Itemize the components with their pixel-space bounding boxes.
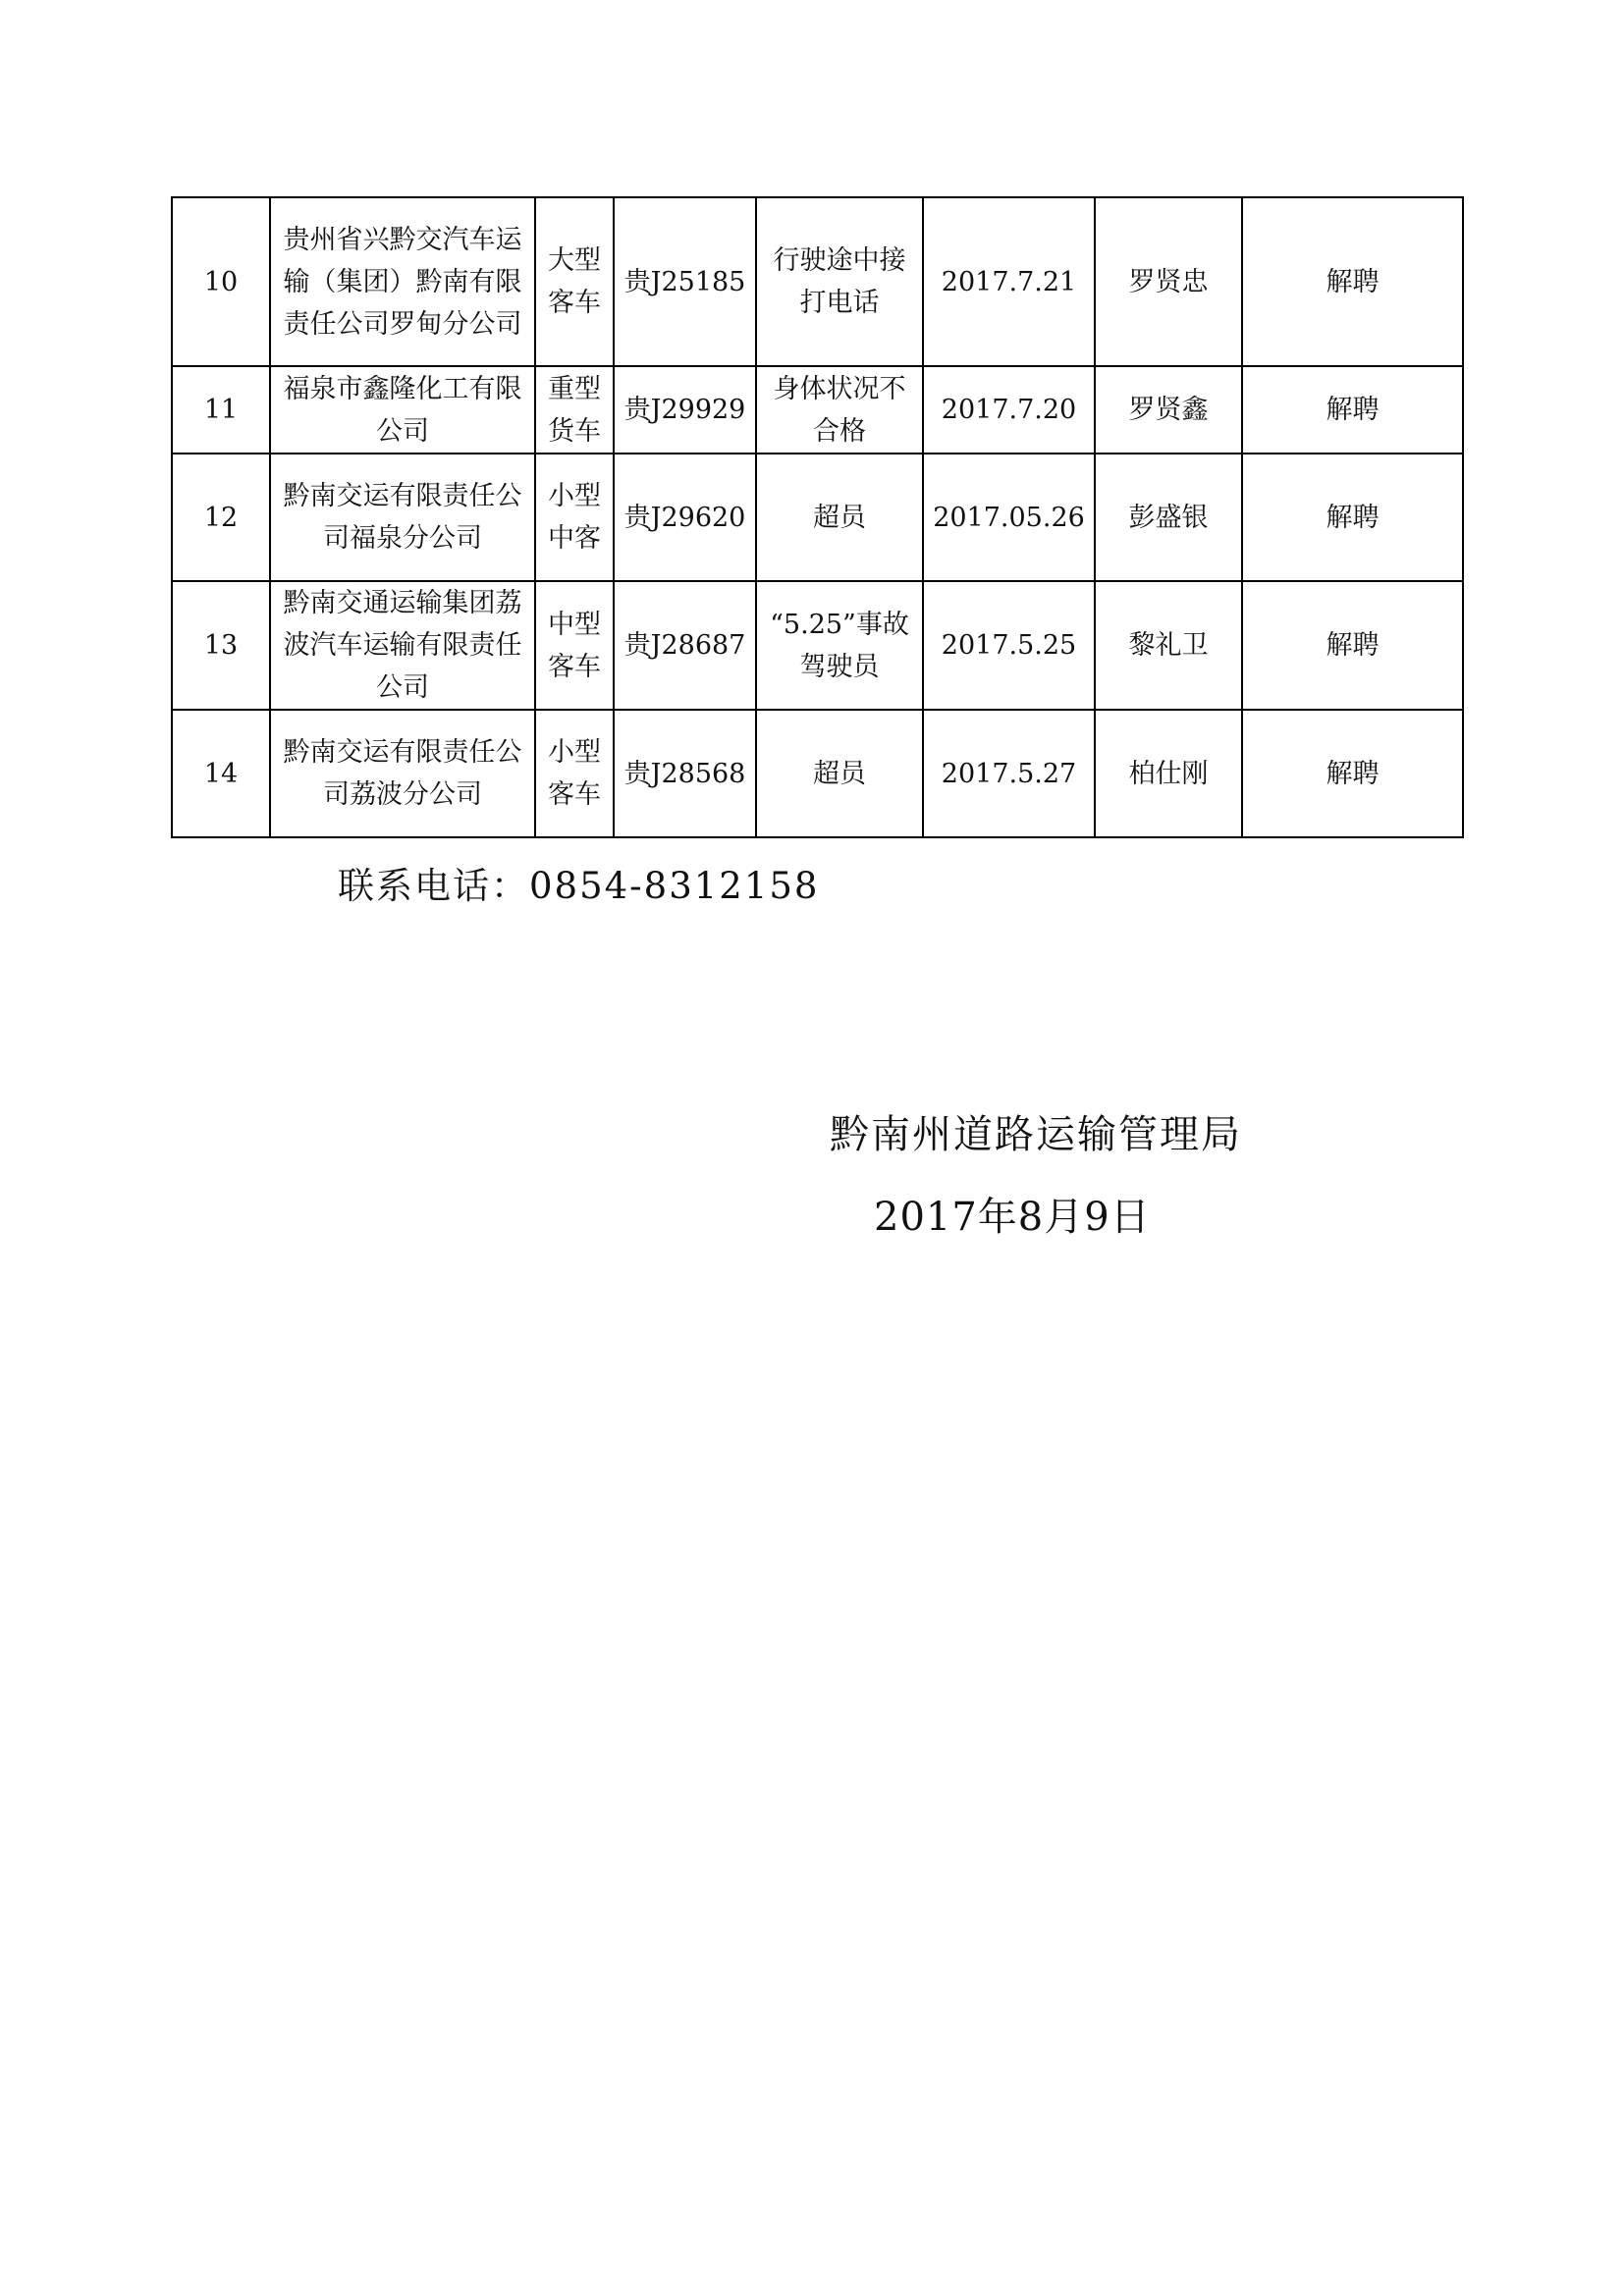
action-taken-cell: 解聘 xyxy=(1242,197,1463,366)
driver-name-cell: 罗贤忠 xyxy=(1095,197,1242,366)
plate-number-cell: 贵J25185 xyxy=(614,197,756,366)
dismissal-records-table xyxy=(171,196,1464,838)
table-row xyxy=(172,197,1463,366)
action-taken-cell: 解聘 xyxy=(1242,366,1463,454)
table-row xyxy=(172,581,1463,710)
company-name-cell: 贵州省兴黔交汽车运输（集团）黔南有限责任公司罗甸分公司 xyxy=(270,197,535,366)
plate-number-cell: 贵J29620 xyxy=(614,454,756,581)
table-row xyxy=(172,454,1463,581)
action-taken-cell: 解聘 xyxy=(1242,581,1463,710)
issue-date: 2017年8月9日 xyxy=(874,1195,1151,1240)
row-number-cell: 10 xyxy=(172,197,270,366)
violation-reason-cell: 超员 xyxy=(756,710,923,837)
table-row xyxy=(172,366,1463,454)
violation-reason-cell: “5.25”事故驾驶员 xyxy=(756,581,923,710)
violation-date-cell: 2017.05.26 xyxy=(923,454,1095,581)
plate-number-cell: 贵J29929 xyxy=(614,366,756,454)
action-taken-cell: 解聘 xyxy=(1242,710,1463,837)
vehicle-type-cell: 大型客车 xyxy=(535,197,614,366)
issuing-authority: 黔南州道路运输管理局 xyxy=(830,1112,1242,1157)
company-name-cell: 福泉市鑫隆化工有限公司 xyxy=(270,366,535,454)
violation-date-cell: 2017.7.20 xyxy=(923,366,1095,454)
driver-name-cell: 柏仕刚 xyxy=(1095,710,1242,837)
row-number-cell: 12 xyxy=(172,454,270,581)
vehicle-type-cell: 中型客车 xyxy=(535,581,614,710)
violation-reason-cell: 行驶途中接打电话 xyxy=(756,197,923,366)
plate-number-cell: 贵J28568 xyxy=(614,710,756,837)
contact-phone: 联系电话：0854-8312158 xyxy=(338,865,820,907)
company-name-cell: 黔南交通运输集团荔波汽车运输有限责任公司 xyxy=(270,581,535,710)
table-row xyxy=(172,710,1463,837)
company-name-cell: 黔南交运有限责任公司荔波分公司 xyxy=(270,710,535,837)
plate-number-cell: 贵J28687 xyxy=(614,581,756,710)
violation-date-cell: 2017.5.27 xyxy=(923,710,1095,837)
driver-name-cell: 黎礼卫 xyxy=(1095,581,1242,710)
violation-reason-cell: 身体状况不合格 xyxy=(756,366,923,454)
action-taken-cell: 解聘 xyxy=(1242,454,1463,581)
vehicle-type-cell: 小型中客 xyxy=(535,454,614,581)
driver-name-cell: 罗贤鑫 xyxy=(1095,366,1242,454)
row-number-cell: 14 xyxy=(172,710,270,837)
violation-reason-cell: 超员 xyxy=(756,454,923,581)
company-name-cell: 黔南交运有限责任公司福泉分公司 xyxy=(270,454,535,581)
vehicle-type-cell: 重型货车 xyxy=(535,366,614,454)
records-body xyxy=(172,197,1463,837)
row-number-cell: 13 xyxy=(172,581,270,710)
violation-date-cell: 2017.7.21 xyxy=(923,197,1095,366)
driver-name-cell: 彭盛银 xyxy=(1095,454,1242,581)
violation-date-cell: 2017.5.25 xyxy=(923,581,1095,710)
vehicle-type-cell: 小型客车 xyxy=(535,710,614,837)
row-number-cell: 11 xyxy=(172,366,270,454)
